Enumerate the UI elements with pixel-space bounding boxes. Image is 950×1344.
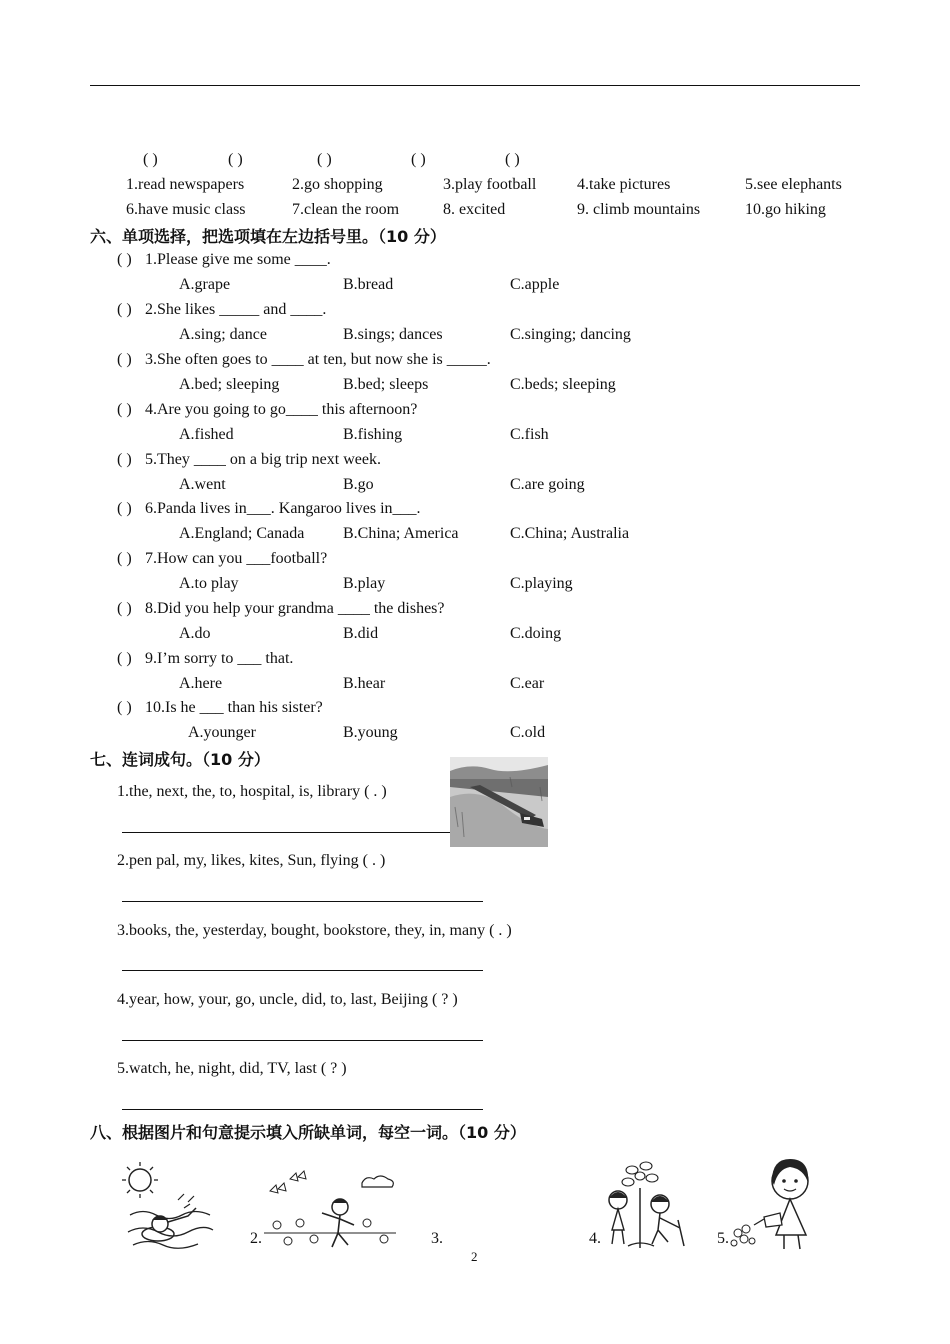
header-rule bbox=[90, 85, 860, 86]
answer-paren[interactable]: ( ) bbox=[117, 500, 132, 517]
match-paren-3[interactable]: ( ) bbox=[317, 151, 332, 168]
match-option: 7.clean the room bbox=[292, 201, 400, 218]
tree-planting-illustration bbox=[598, 1158, 688, 1250]
match-option: 9. climb mountains bbox=[577, 201, 701, 218]
answer-paren[interactable]: ( ) bbox=[117, 401, 132, 418]
option-c: C.fish bbox=[510, 426, 549, 443]
match-paren-1[interactable]: ( ) bbox=[143, 151, 158, 168]
train-photo bbox=[450, 757, 548, 847]
scramble-item: 4.year, how, your, go, uncle, did, to, last, Beijing ( ? ) bbox=[117, 991, 458, 1008]
scramble-item: 2.pen pal, my, likes, kites, Sun, flying ( . ) bbox=[117, 852, 386, 869]
option-a: A.here bbox=[179, 675, 223, 692]
match-option: 5.see elephants bbox=[745, 176, 842, 193]
question-text: 5.They ____ on a big trip next week. bbox=[145, 451, 381, 468]
answer-paren[interactable]: ( ) bbox=[117, 600, 132, 617]
option-a: A.sing; dance bbox=[179, 326, 267, 343]
option-b: B.did bbox=[343, 625, 379, 642]
option-b: B.bread bbox=[343, 276, 394, 293]
answer-paren[interactable]: ( ) bbox=[117, 251, 132, 268]
option-c: C.singing; dancing bbox=[510, 326, 631, 343]
picture-label-3: 3. bbox=[431, 1230, 443, 1247]
option-a: A.do bbox=[179, 625, 211, 642]
match-option: 4.take pictures bbox=[577, 176, 671, 193]
option-b: B.fishing bbox=[343, 426, 403, 443]
option-c: C.are going bbox=[510, 476, 585, 493]
watering-flowers-illustration bbox=[728, 1155, 820, 1251]
question-text: 3.She often goes to ____ at ten, but now she is _____. bbox=[145, 351, 491, 368]
scramble-item: 5.watch, he, night, did, TV, last ( ? ) bbox=[117, 1060, 347, 1077]
match-option: 1.read newspapers bbox=[126, 176, 245, 193]
picture-label-2: 2. bbox=[250, 1230, 262, 1247]
picture-label-5: 5. bbox=[717, 1230, 729, 1247]
scramble-item: 1.the, next, the, to, hospital, is, library ( . ) bbox=[117, 783, 387, 800]
match-option: 3.play football bbox=[443, 176, 537, 193]
answer-paren[interactable]: ( ) bbox=[117, 699, 132, 716]
option-c: C.old bbox=[510, 724, 546, 741]
question-text: 9.I’m sorry to ___ that. bbox=[145, 650, 294, 667]
match-option: 10.go hiking bbox=[745, 201, 826, 218]
question-text: 1.Please give me some ____. bbox=[145, 251, 331, 268]
answer-line[interactable] bbox=[122, 832, 450, 833]
option-b: B.play bbox=[343, 575, 386, 592]
answer-line[interactable] bbox=[122, 1040, 483, 1041]
section-6-title: 六、单项选择，把选项填在左边括号里。（10 分） bbox=[90, 227, 446, 246]
match-paren-4[interactable]: ( ) bbox=[411, 151, 426, 168]
option-a: A.younger bbox=[188, 724, 256, 741]
option-c: C.playing bbox=[510, 575, 573, 592]
answer-line[interactable] bbox=[122, 1109, 483, 1110]
answer-paren[interactable]: ( ) bbox=[117, 351, 132, 368]
option-a: A.bed; sleeping bbox=[179, 376, 280, 393]
option-c: C.ear bbox=[510, 675, 545, 692]
option-c: C.China; Australia bbox=[510, 525, 630, 542]
question-text: 6.Panda lives in___. Kangaroo lives in___. bbox=[145, 500, 421, 517]
swimming-illustration bbox=[118, 1160, 218, 1255]
match-option: 6.have music class bbox=[126, 201, 246, 218]
answer-paren[interactable]: ( ) bbox=[117, 301, 132, 318]
match-paren-2[interactable]: ( ) bbox=[228, 151, 243, 168]
answer-line[interactable] bbox=[122, 970, 483, 971]
question-text: 10.Is he ___ than his sister? bbox=[145, 699, 323, 716]
option-b: B.go bbox=[343, 476, 374, 493]
match-option: 8. excited bbox=[443, 201, 506, 218]
question-text: 8.Did you help your grandma ____ the dishes? bbox=[145, 600, 445, 617]
answer-paren[interactable]: ( ) bbox=[117, 650, 132, 667]
option-b: B.young bbox=[343, 724, 398, 741]
match-paren-5[interactable]: ( ) bbox=[505, 151, 520, 168]
option-a: A.went bbox=[179, 476, 226, 493]
section-8-title: 八、根据图片和句意提示填入所缺单词，每空一词。（10 分） bbox=[90, 1123, 526, 1142]
answer-line[interactable] bbox=[122, 901, 483, 902]
question-text: 2.She likes _____ and ____. bbox=[145, 301, 327, 318]
option-c: C.apple bbox=[510, 276, 560, 293]
option-c: C.doing bbox=[510, 625, 562, 642]
butterfly-chase-illustration bbox=[262, 1165, 397, 1255]
answer-paren[interactable]: ( ) bbox=[117, 550, 132, 567]
answer-paren[interactable]: ( ) bbox=[117, 451, 132, 468]
option-b: B.hear bbox=[343, 675, 386, 692]
match-option: 2.go shopping bbox=[292, 176, 383, 193]
option-b: B.sings; dances bbox=[343, 326, 443, 343]
option-b: B.bed; sleeps bbox=[343, 376, 429, 393]
option-a: A.grape bbox=[179, 276, 231, 293]
option-a: A.England; Canada bbox=[179, 525, 305, 542]
picture-label-4: 4. bbox=[589, 1230, 601, 1247]
question-text: 4.Are you going to go____ this afternoon? bbox=[145, 401, 418, 418]
section-7-title: 七、连词成句。（10 分） bbox=[90, 750, 270, 769]
option-c: C.beds; sleeping bbox=[510, 376, 616, 393]
question-text: 7.How can you ___football? bbox=[145, 550, 328, 567]
option-b: B.China; America bbox=[343, 525, 459, 542]
option-a: A.fished bbox=[179, 426, 234, 443]
scramble-item: 3.books, the, yesterday, bought, bookstore, they, in, many ( . ) bbox=[117, 922, 512, 939]
option-a: A.to play bbox=[179, 575, 239, 592]
page-number: 2 bbox=[471, 1249, 478, 1264]
